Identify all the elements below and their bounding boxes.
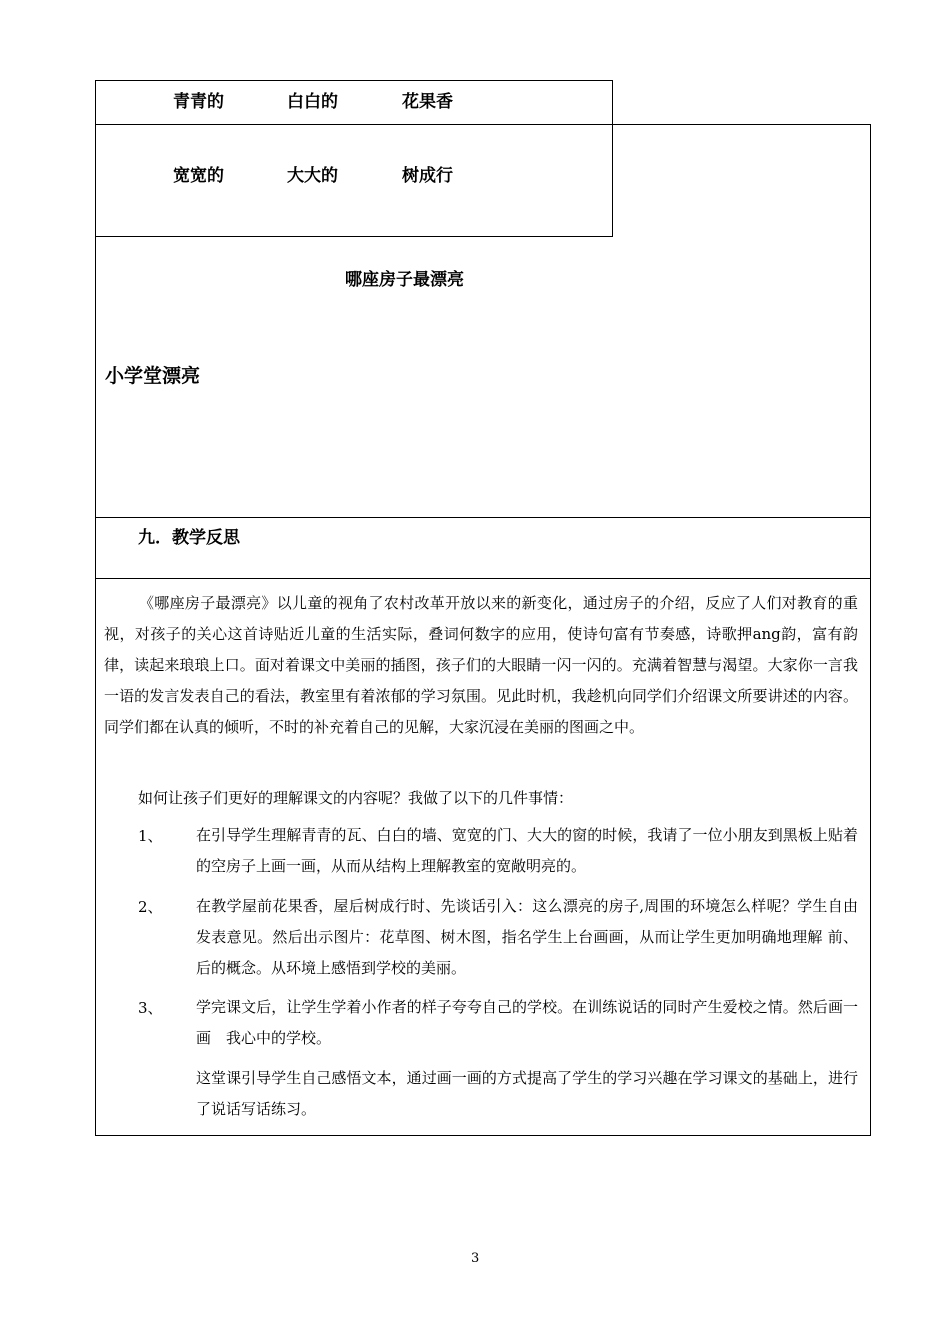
word-cell: 树成行 — [402, 166, 453, 186]
word-cell: 白白的 — [287, 92, 338, 112]
list-item-number: 2、 — [138, 898, 163, 916]
question-line: 如何让孩子们更好的理解课文的内容呢？我做了以下的几件事情： — [138, 789, 574, 807]
table-border — [95, 80, 613, 81]
table-border — [95, 578, 871, 579]
conclusion-paragraph: 这堂课引导学生自己感悟文本，通过画一画的方式提高了学生的学习兴趣在学习课文的基础上，进行了说话写话练习。 — [196, 1069, 858, 1118]
section-heading: 九．教学反思 — [138, 528, 240, 548]
intro-paragraph: 《哪座房子最漂亮》以儿童的视角了农村改革开放以来的新变化，通过房子的介绍，反应了人们对教育的重视，对孩子的关心这首诗贴近儿童的生活实际，叠词何数字的应用，使诗句富有节奏感，诗歌押ang韵，富有韵律，读起来琅琅上口。面对着课文中美丽的插图，孩子们的大眼睛一闪一闪的。充满着智慧与渴望。大家你一言我一语的发言发表自己的看法，教室里有着浓郁的学习氛围。见此时机，我趁机向同学们介绍课文所要讲述的内容。同学们都在认真的倾听，不时的补充着自己的见解，大家沉浸在美丽的图画之中。 — [104, 594, 858, 736]
blackboard-title: 哪座房子最漂亮 — [345, 270, 464, 290]
blackboard-caption: 小学堂漂亮 — [105, 365, 201, 387]
word-cell: 宽宽的 — [173, 166, 224, 186]
table-border — [95, 236, 613, 237]
list-item-number: 3、 — [138, 999, 163, 1017]
word-cell: 青青的 — [173, 92, 224, 112]
word-cell: 大大的 — [287, 166, 338, 186]
table-border — [870, 124, 871, 1136]
list-item-text: 在引导学生理解青青的瓦、白白的墙、宽宽的门、大大的窗的时候，我请了一位小朋友到黑板上贴着的空房子上画一画，从而从结构上理解教室的宽敞明亮的。 — [196, 826, 858, 875]
page-number: 3 — [471, 1251, 480, 1266]
list-item-text: 在教学屋前花果香，屋后树成行时、先谈话引入：这么漂亮的房子,周围的环境怎么样呢？学生自由发表意见。然后出示图片：花草图、树木图，指名学生上台画画，从而让学生更加明确地理解 前、后的概念。从环境上感悟到学校的美丽。 — [196, 897, 858, 977]
table-border — [95, 80, 96, 1136]
list-item-number: 1、 — [138, 827, 163, 845]
table-border — [95, 124, 871, 125]
table-border — [95, 517, 871, 518]
list-item-text: 学完课文后，让学生学着小作者的样子夸夸自己的学校。在训练说话的同时产生爱校之情。然后画一画 我心中的学校。 — [196, 998, 858, 1047]
table-border — [95, 1135, 871, 1136]
table-border — [612, 80, 613, 237]
word-cell: 花果香 — [402, 92, 453, 112]
